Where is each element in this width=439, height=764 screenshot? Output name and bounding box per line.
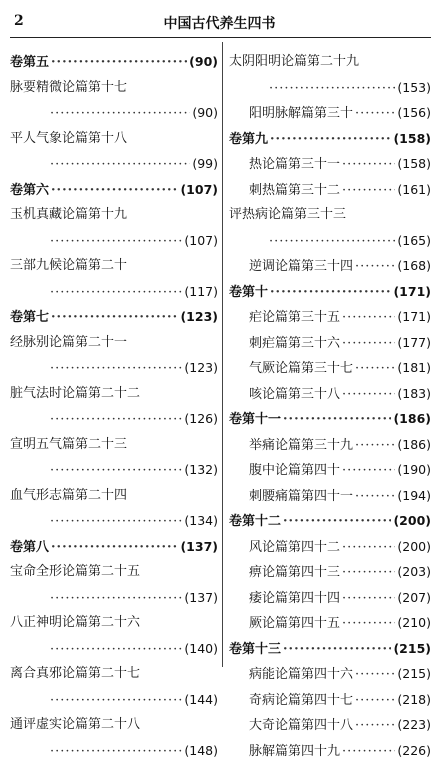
page-reference: (123) — [180, 304, 218, 330]
page-reference: (194) — [397, 483, 431, 509]
toc-entry — [229, 687, 431, 713]
volume-title: 卷第七 — [10, 305, 49, 331]
toc-entry — [229, 228, 431, 254]
page-reference: (210) — [397, 610, 431, 636]
page-reference: (90) — [192, 100, 218, 126]
chapter-title: 大奇论篇第四十八 — [249, 713, 353, 739]
toc-entry — [10, 202, 218, 228]
page-reference: (158) — [397, 151, 431, 177]
dot-leader — [283, 407, 391, 433]
dot-leader — [50, 152, 190, 178]
page-reference: (156) — [397, 100, 431, 126]
chapter-title: 刺疟篇第三十六 — [249, 331, 340, 357]
volume-title: 卷第十一 — [229, 407, 281, 433]
dot-leader — [51, 50, 187, 76]
dot-leader — [342, 382, 395, 408]
dot-leader — [355, 688, 395, 714]
chapter-title: 八正神明论篇第二十六 — [10, 610, 140, 636]
toc-entry — [229, 559, 431, 585]
toc-entry — [10, 508, 218, 534]
chapter-title: 逆调论篇第三十四 — [249, 254, 353, 280]
page-reference: (215) — [393, 636, 431, 662]
page-number: 2 — [14, 13, 24, 29]
toc-entry — [229, 610, 431, 636]
chapter-title: 刺腰痛篇第四十一 — [249, 484, 353, 510]
toc-entry — [10, 636, 218, 662]
chapter-title: 太阴阳明论篇第二十九 — [229, 49, 359, 75]
page-reference: (183) — [397, 381, 431, 407]
toc-entry — [229, 75, 431, 101]
dot-leader — [50, 637, 182, 663]
toc-entry — [10, 712, 218, 738]
toc-entry — [10, 330, 218, 356]
dot-leader — [50, 229, 182, 255]
volume-title: 卷第八 — [10, 535, 49, 561]
page-reference: (137) — [180, 534, 218, 560]
toc-entry — [229, 177, 431, 203]
dot-leader — [270, 127, 391, 153]
dot-leader — [50, 688, 182, 714]
page-reference: (107) — [184, 228, 218, 254]
toc-right-column — [229, 49, 431, 763]
chapter-title: 宣明五气篇第二十三 — [10, 432, 127, 458]
dot-leader — [342, 586, 395, 612]
running-title: 中国古代养生四书 — [0, 13, 439, 33]
page-reference: (153) — [397, 75, 431, 101]
page-reference: (200) — [397, 534, 431, 560]
page-reference: (140) — [184, 636, 218, 662]
toc-volume-entry — [10, 534, 218, 560]
chapter-title: 刺热篇第三十二 — [249, 178, 340, 204]
dot-leader — [342, 535, 395, 561]
toc-entry — [10, 661, 218, 687]
chapter-title: 病能论篇第四十六 — [249, 662, 353, 688]
page-reference: (186) — [397, 432, 431, 458]
toc-entry — [229, 49, 431, 75]
toc-entry — [10, 253, 218, 279]
toc-entry — [10, 406, 218, 432]
page-reference: (218) — [397, 687, 431, 713]
toc-entry — [229, 381, 431, 407]
toc-volume-entry — [229, 126, 431, 152]
volume-title: 卷第九 — [229, 127, 268, 153]
toc-entry — [229, 253, 431, 279]
toc-entry — [10, 585, 218, 611]
page-reference: (148) — [184, 738, 218, 764]
page-reference: (123) — [184, 355, 218, 381]
page-reference: (126) — [184, 406, 218, 432]
chapter-title: 气厥论篇第三十七 — [249, 356, 353, 382]
page-reference: (171) — [393, 279, 431, 305]
dot-leader — [342, 739, 395, 764]
dot-leader — [270, 280, 391, 306]
toc-entry — [10, 126, 218, 152]
toc-entry — [229, 457, 431, 483]
toc-entry — [229, 585, 431, 611]
chapter-title: 疟论篇第三十五 — [249, 305, 340, 331]
dot-leader — [283, 637, 391, 663]
volume-title: 卷第六 — [10, 178, 49, 204]
dot-leader — [51, 535, 178, 561]
chapter-title: 经脉别论篇第二十一 — [10, 330, 127, 356]
dot-leader — [50, 509, 182, 535]
dot-leader — [355, 356, 395, 382]
page-reference: (207) — [397, 585, 431, 611]
toc-entry — [229, 738, 431, 764]
dot-leader — [355, 254, 395, 280]
page-reference: (165) — [397, 228, 431, 254]
dot-leader — [50, 280, 182, 306]
chapter-title: 评热病论篇第三十三 — [229, 202, 346, 228]
dot-leader — [342, 152, 395, 178]
toc-volume-entry — [229, 279, 431, 305]
dot-leader — [355, 484, 395, 510]
chapter-title: 腹中论篇第四十 — [249, 458, 340, 484]
toc-entry — [10, 100, 218, 126]
dot-leader — [50, 739, 182, 764]
page-reference: (137) — [184, 585, 218, 611]
page-reference: (200) — [393, 508, 431, 534]
toc-entry — [10, 559, 218, 585]
page-reference: (168) — [397, 253, 431, 279]
toc-entry — [10, 381, 218, 407]
toc-entry — [10, 483, 218, 509]
chapter-title: 平人气象论篇第十八 — [10, 126, 127, 152]
toc-entry — [10, 457, 218, 483]
toc-entry — [229, 712, 431, 738]
toc-entry — [229, 330, 431, 356]
dot-leader — [342, 305, 395, 331]
dot-leader — [355, 662, 395, 688]
page-reference: (190) — [397, 457, 431, 483]
page-reference: (226) — [397, 738, 431, 764]
chapter-title: 脉要精微论篇第十七 — [10, 75, 127, 101]
toc-entry — [229, 100, 431, 126]
page-reference: (107) — [180, 177, 218, 203]
toc-volume-entry — [229, 508, 431, 534]
page-reference: (90) — [189, 49, 218, 75]
dot-leader — [269, 76, 395, 102]
toc-volume-entry — [10, 49, 218, 75]
toc-volume-entry — [229, 406, 431, 432]
toc-entry — [10, 610, 218, 636]
toc-entry — [10, 75, 218, 101]
page-reference: (186) — [393, 406, 431, 432]
toc-entry — [10, 687, 218, 713]
dot-leader — [342, 178, 395, 204]
toc-entry — [10, 228, 218, 254]
toc-left-column — [10, 49, 218, 763]
chapter-title: 宝命全形论篇第二十五 — [10, 559, 140, 585]
toc-entry — [10, 432, 218, 458]
page-reference: (132) — [184, 457, 218, 483]
dot-leader — [283, 509, 391, 535]
page-reference: (181) — [397, 355, 431, 381]
chapter-title: 痿论篇第四十四 — [249, 586, 340, 612]
dot-leader — [269, 229, 395, 255]
toc-entry — [229, 355, 431, 381]
volume-title: 卷第十二 — [229, 509, 281, 535]
toc-volume-entry — [10, 177, 218, 203]
toc-entry — [229, 202, 431, 228]
toc-entry — [10, 355, 218, 381]
chapter-title: 举痛论篇第三十九 — [249, 433, 353, 459]
page-reference: (158) — [393, 126, 431, 152]
toc-volume-entry — [229, 636, 431, 662]
toc-entry — [10, 738, 218, 764]
header-rule — [10, 37, 431, 38]
page-reference: (223) — [397, 712, 431, 738]
toc-volume-entry — [10, 304, 218, 330]
dot-leader — [342, 458, 395, 484]
toc-entry — [229, 483, 431, 509]
column-divider — [222, 42, 223, 667]
dot-leader — [355, 713, 395, 739]
chapter-title: 脏气法时论篇第二十二 — [10, 381, 140, 407]
toc-entry — [229, 534, 431, 560]
chapter-title: 咳论篇第三十八 — [249, 382, 340, 408]
dot-leader — [50, 356, 182, 382]
chapter-title: 离合真邪论篇第二十七 — [10, 661, 140, 687]
dot-leader — [342, 331, 395, 357]
dot-leader — [342, 560, 395, 586]
chapter-title: 奇病论篇第四十七 — [249, 688, 353, 714]
chapter-title: 玉机真藏论篇第十九 — [10, 202, 127, 228]
chapter-title: 通评虚实论篇第二十八 — [10, 712, 140, 738]
chapter-title: 血气形志篇第二十四 — [10, 483, 127, 509]
toc-entry — [10, 279, 218, 305]
toc-entry — [229, 432, 431, 458]
dot-leader — [50, 586, 182, 612]
page-header — [0, 0, 439, 40]
dot-leader — [51, 305, 178, 331]
volume-title: 卷第五 — [10, 50, 49, 76]
toc-entry — [229, 661, 431, 687]
dot-leader — [342, 611, 395, 637]
dot-leader — [50, 458, 182, 484]
chapter-title: 三部九候论篇第二十 — [10, 253, 127, 279]
page-reference: (215) — [397, 661, 431, 687]
volume-title: 卷第十三 — [229, 637, 281, 663]
dot-leader — [50, 407, 182, 433]
dot-leader — [50, 101, 190, 127]
page-reference: (117) — [184, 279, 218, 305]
toc-entry — [10, 151, 218, 177]
page-reference: (144) — [184, 687, 218, 713]
dot-leader — [355, 433, 395, 459]
page-reference: (134) — [184, 508, 218, 534]
dot-leader — [51, 178, 178, 204]
page-reference: (171) — [397, 304, 431, 330]
volume-title: 卷第十 — [229, 280, 268, 306]
chapter-title: 阳明脉解篇第三十 — [249, 101, 353, 127]
page-reference: (203) — [397, 559, 431, 585]
toc-entry — [229, 304, 431, 330]
chapter-title: 痹论篇第四十三 — [249, 560, 340, 586]
page-reference: (99) — [192, 151, 218, 177]
page-reference: (177) — [397, 330, 431, 356]
chapter-title: 脉解篇第四十九 — [249, 739, 340, 764]
chapter-title: 厥论篇第四十五 — [249, 611, 340, 637]
chapter-title: 风论篇第四十二 — [249, 535, 340, 561]
toc-entry — [229, 151, 431, 177]
dot-leader — [355, 101, 395, 127]
chapter-title: 热论篇第三十一 — [249, 152, 340, 178]
page-reference: (161) — [397, 177, 431, 203]
